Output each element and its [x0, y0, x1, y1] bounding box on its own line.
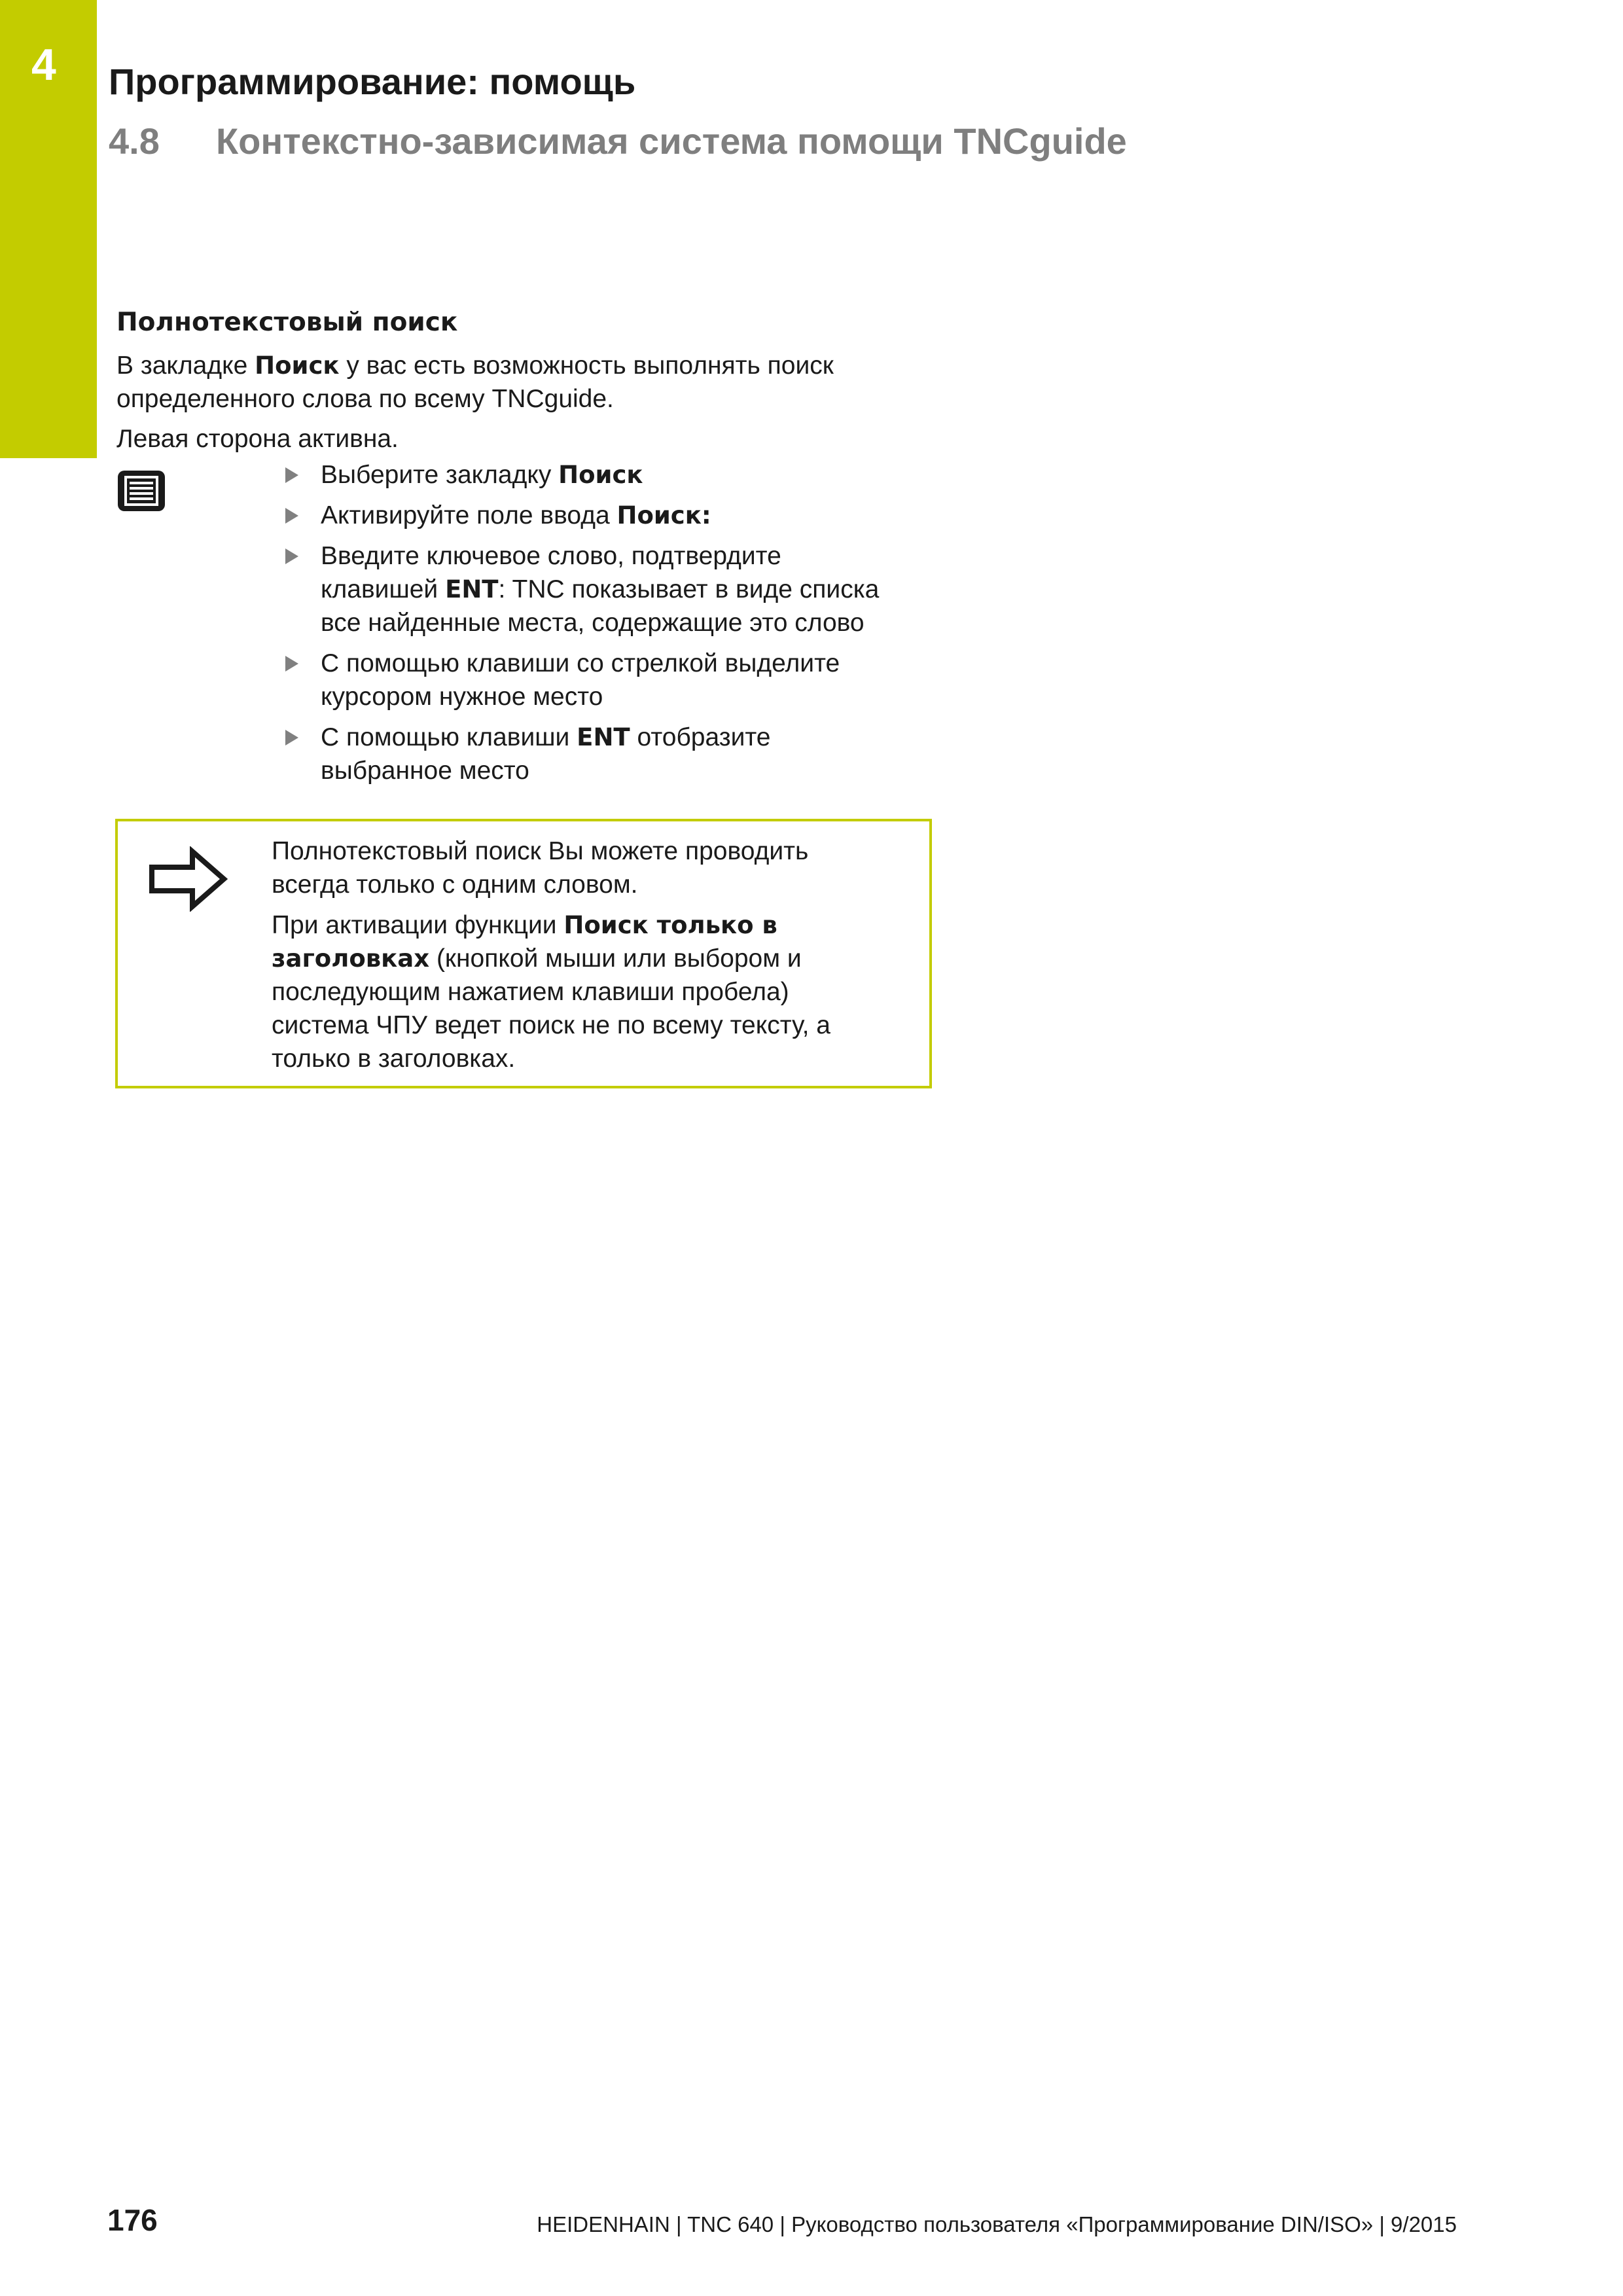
intro-paragraph [116, 349, 902, 416]
note-line: При активации функции [272, 911, 564, 939]
step-text: Выберите закладку [321, 461, 559, 489]
intro-bold-term: Поиск [255, 351, 340, 380]
list-item [285, 499, 940, 532]
section-title [109, 120, 1127, 162]
list-item [285, 458, 940, 492]
step-text: С помощью клавиши со стрелкой выделите [321, 649, 840, 677]
note-line: последующим нажатием клавиши пробела) [272, 978, 789, 1006]
section-title-text: Контекстно-зависимая система помощи TNCguide [216, 120, 1127, 162]
note-paragraph [272, 908, 913, 1075]
intro-text: определенного слова по всему TNCguide. [116, 385, 614, 413]
note-paragraph [272, 834, 913, 901]
step-text: все найденные места, содержащие это слово [321, 609, 865, 637]
bullet-triangle-icon [285, 730, 298, 745]
bullet-triangle-icon [285, 548, 298, 564]
document-key-icon [116, 469, 166, 512]
step-bold-term: ENT [445, 575, 499, 603]
note-line: (кнопкой мыши или выбором и [429, 944, 802, 973]
note-line: система ЧПУ ведет поиск не по всему тексту, а [272, 1011, 830, 1039]
note-text [272, 834, 913, 1083]
chapter-side-tab [0, 0, 97, 458]
arrow-right-icon [149, 846, 228, 912]
step-text: выбранное место [321, 757, 529, 785]
step-text: Введите ключевое слово, подтвердите [321, 542, 781, 570]
list-item [285, 721, 940, 787]
list-item [285, 647, 940, 713]
note-line: всегда только с одним словом. [272, 870, 638, 899]
step-text: С помощью клавиши [321, 723, 577, 751]
note-bold-term: заголовках [272, 944, 430, 973]
step-text: отобразите [630, 723, 771, 751]
chapter-number: 4 [31, 40, 56, 90]
intro-text: В закладке [116, 351, 255, 380]
note-box [115, 819, 932, 1088]
footer-text: HEIDENHAIN | TNC 640 | Руководство пользователя «Программирование DIN/ISO» | 9/2015 [537, 2212, 1457, 2236]
bullet-triangle-icon [285, 656, 298, 672]
note-bold-term: Поиск только в [563, 911, 777, 939]
note-line: только в заголовках. [272, 1045, 516, 1073]
bullet-triangle-icon [285, 467, 298, 483]
intro-text: у вас есть возможность выполнять поиск [339, 351, 834, 380]
chapter-title: Программирование: помощь [109, 61, 636, 102]
step-text: курсором нужное место [321, 683, 603, 711]
steps-list [285, 458, 940, 795]
step-text: : TNC показывает в виде списка [498, 575, 880, 603]
bullet-triangle-icon [285, 508, 298, 524]
step-bold-term: Поиск: [616, 501, 711, 529]
list-item [285, 539, 940, 639]
note-line: Полнотекстовый поиск Вы можете проводить [272, 837, 809, 865]
section-number: 4.8 [109, 120, 160, 162]
subsection-heading: Полнотекстовый поиск [116, 308, 458, 337]
status-paragraph: Левая сторона активна. [116, 425, 399, 453]
step-text: клавишей [321, 575, 446, 603]
step-bold-term: ENT [577, 723, 630, 751]
step-text: Активируйте поле ввода [321, 501, 617, 529]
page-number: 176 [107, 2203, 158, 2237]
step-bold-term: Поиск [558, 461, 643, 489]
